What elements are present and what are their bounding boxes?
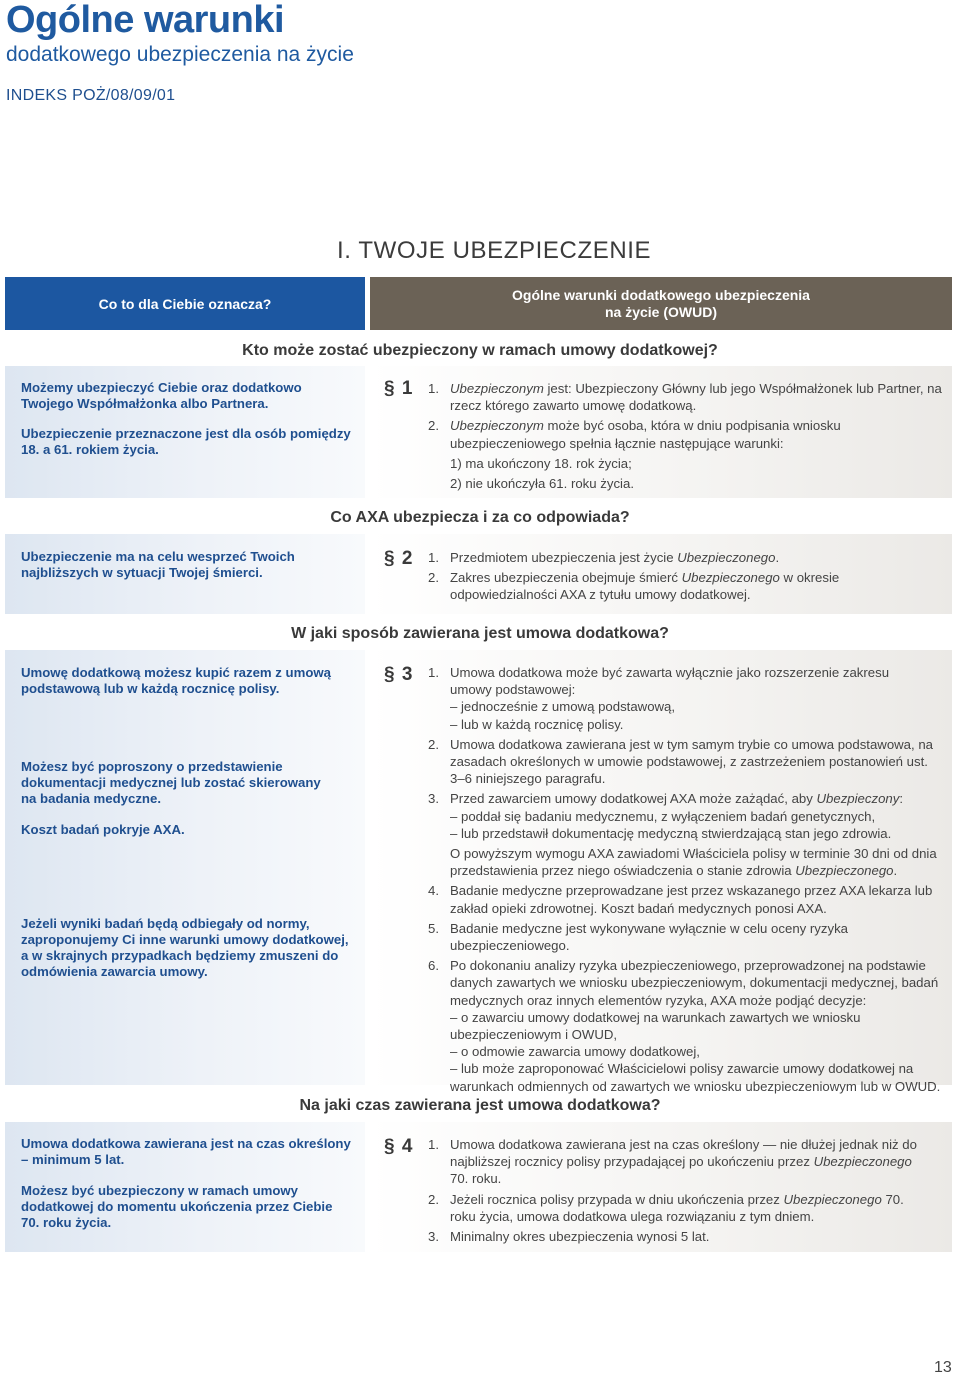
document-index: INDEKS POŻ/08/09/01: [6, 87, 176, 104]
left-text-4a: Umowa dodatkowa zawierana jest na czas określony – minimum 5 lat.: [21, 1136, 351, 1167]
clause-item: 1. Umowa dodatkowa może być zawarta wyłącznie jako rozszerzenie zakresu umowy podstawowej:: [428, 665, 890, 698]
clause-item: 5. Badanie medyczne jest wykonywane wyłącznie w celu oceny ryzyka ubezpieczeniowego.: [428, 920, 849, 954]
document-title: Ogólne warunki: [6, 0, 285, 41]
paragraph-mark-3: § 3: [384, 664, 414, 685]
left-text-2: [21, 549, 311, 581]
clause-item: 2. Jeżeli rocznica polisy przypada w dniu ukończenia przez Ubezpieczonego 70. roku życia, umowa dodatkowa ulega rozwiązaniu z tym dniem.: [428, 1191, 904, 1224]
clause-item: 1. Ubezpieczonym jest: Ubezpieczony Główny lub jego Współmałżonek lub Partner, na rzecz którego zawarto umowę dodatkową.: [428, 381, 942, 414]
column-header-right-line2: na życie (OWUD): [604, 303, 717, 320]
clause-list-1: [428, 380, 948, 495]
clause-item: – lub może zaproponować Właścicielowi polisy zawarcie umowy dodatkowej na warunkach odmiennych od zawartych we wniosku ubezpieczeniowym lub w OWUD.: [450, 1061, 941, 1094]
column-header-left-label: Co to dla Ciebie oznacza?: [98, 295, 272, 312]
clause-item: 2) nie ukończyła 61. roku życia.: [450, 476, 634, 492]
left-text-3c: Koszt badań pokryje AXA.: [21, 822, 185, 837]
left-text-3d: Jeżeli wyniki badań będą odbiegały od normy, zaproponujemy Ci inne warunki umowy dodatkowej, a w skrajnych przypadkach będziemy zmuszeni do odmówienia zawarcia umowy.: [21, 916, 349, 979]
clause-item: – o odmowie zawarcia umowy dodatkowej,: [450, 1044, 700, 1060]
clause-item: – poddał się badaniu medycznemu, z wyłączeniem badań genetycznych,: [450, 808, 876, 824]
left-text-3b: Możesz być poproszony o przedstawienie dokumentacji medycznej lub zostać skierowany na badania medyczne.: [21, 759, 321, 806]
clause-item: 3. Minimalny okres ubezpieczenia wynosi 5 lat.: [428, 1229, 710, 1245]
clause-list-3: [428, 664, 943, 1098]
document-subtitle: dodatkowego ubezpieczenia na życie: [6, 43, 354, 66]
clause-item: – lub przedstawił dokumentację medyczną stwierdzającą stan jego zdrowia.: [450, 825, 892, 841]
left-box-4: [5, 1122, 365, 1252]
paragraph-mark-2: § 2: [384, 548, 414, 569]
clause-item: 2. Ubezpieczonym może być osoba, która w dniu podpisania wniosku ubezpieczeniowego spełnia łącznie następujące warunki:: [428, 418, 841, 451]
right-box-4: [370, 1122, 952, 1252]
column-header-left: [5, 277, 365, 330]
clause-item: – o zawarciu umowy dodatkowej na warunkach zawartych we wniosku ubezpieczeniowym i OWUD,: [450, 1009, 861, 1043]
left-text-4: [21, 1136, 351, 1231]
clause-item: – lub w każdą rocznicę polisy.: [450, 716, 624, 732]
clause-item: 1) ma ukończony 18. rok życia;: [450, 455, 632, 471]
question-4: Na jaki czas zawierana jest umowa dodatkowa?: [299, 1097, 661, 1114]
clause-item: – jednocześnie z umową podstawową,: [450, 699, 676, 715]
column-header-right: [370, 277, 952, 330]
clause-item: 1. Przedmiotem ubezpieczenia jest życie Ubezpieczonego.: [428, 550, 780, 565]
left-box-1: [5, 366, 365, 498]
section-title: I. TWOJE UBEZPIECZENIE: [337, 237, 652, 264]
left-box-2: [5, 534, 365, 614]
page-number: 13: [934, 1359, 952, 1376]
left-box-3: [5, 650, 365, 1085]
left-text-4b: Możesz być ubezpieczony w ramach umowy dodatkowej do momentu ukończenia przez Ciebie 70. roku życia.: [21, 1183, 333, 1230]
clause-list-2: [428, 549, 948, 607]
left-text-1: [21, 380, 351, 458]
right-box-2: [370, 534, 952, 614]
left-text-3a: Umowę dodatkową możesz kupić razem z umową podstawową lub w każdą rocznicę polisy.: [21, 665, 331, 696]
paragraph-mark-4: § 4: [384, 1136, 414, 1157]
question-1: Kto może zostać ubezpieczony w ramach umowy dodatkowej?: [242, 342, 718, 359]
left-text-1b: Ubezpieczenie przeznaczone jest dla osób pomiędzy 18. a 61. rokiem życia.: [21, 426, 351, 457]
question-3: W jaki sposób zawierana jest umowa dodatkowa?: [291, 625, 669, 642]
clause-item: 6. Po dokonaniu analizy ryzyka ubezpieczeniowego, przeprowadzonej na podstawie danych zawartych we wniosku ubezpieczeniowym, dokumentacji medycznej, badań medycznych oraz innych elementów ryzyka, AXA może podjąć decyzje:: [428, 958, 939, 1008]
left-text-2a: Ubezpieczenie ma na celu wesprzeć Twoich najbliższych w sytuacji Twojej śmierci.: [21, 549, 295, 580]
right-box-1: [370, 366, 952, 498]
clause-item: O powyższym wymogu AXA zawiadomi Właściciela polisy w terminie 30 dni od dnia przedstawienia przez niego oświadczenia o stanie zdrowia Ubezpieczonego.: [450, 846, 937, 879]
left-text-1a: Możemy ubezpieczyć Ciebie oraz dodatkowo Twojego Współmałżonka albo Partnera.: [21, 380, 302, 411]
clause-item: 1. Umowa dodatkowa zawierana jest na czas określony — nie dłużej jednak niż do najbliższej rocznicy polisy przypadającej po ukończeniu przez Ubezpieczonego 70. roku.: [428, 1137, 917, 1187]
left-text-3: [21, 665, 349, 980]
right-box-3: [370, 650, 952, 1094]
clause-item: 3. Przed zawarciem umowy dodatkowej AXA może zażądać, aby Ubezpieczony:: [428, 791, 904, 807]
clause-item: 2. Umowa dodatkowa zawierana jest w tym samym trybie co umowa podstawowa, na zasadach określonych w umowie podstawowej, z zastrzeżeniem postanowień ust. 3–6 niniejszego paragrafu.: [428, 736, 934, 787]
clause-item: 2. Zakres ubezpieczenia obejmuje śmierć Ubezpieczonego w okresie odpowiedzialności AXA z tytułu umowy dodatkowej.: [428, 570, 840, 603]
paragraph-mark-1: § 1: [384, 378, 414, 399]
clause-list-4: [428, 1136, 928, 1248]
column-header-right-line1: Ogólne warunki dodatkowego ubezpieczenia: [512, 286, 810, 303]
clause-item: 4. Badanie medyczne przeprowadzane jest przez wskazanego przez AXA lekarza lub zakład opieki zdrowotnej. Koszt badań medycznych ponosi AXA.: [428, 883, 933, 916]
question-2: Co AXA ubezpiecza i za co odpowiada?: [330, 509, 630, 526]
